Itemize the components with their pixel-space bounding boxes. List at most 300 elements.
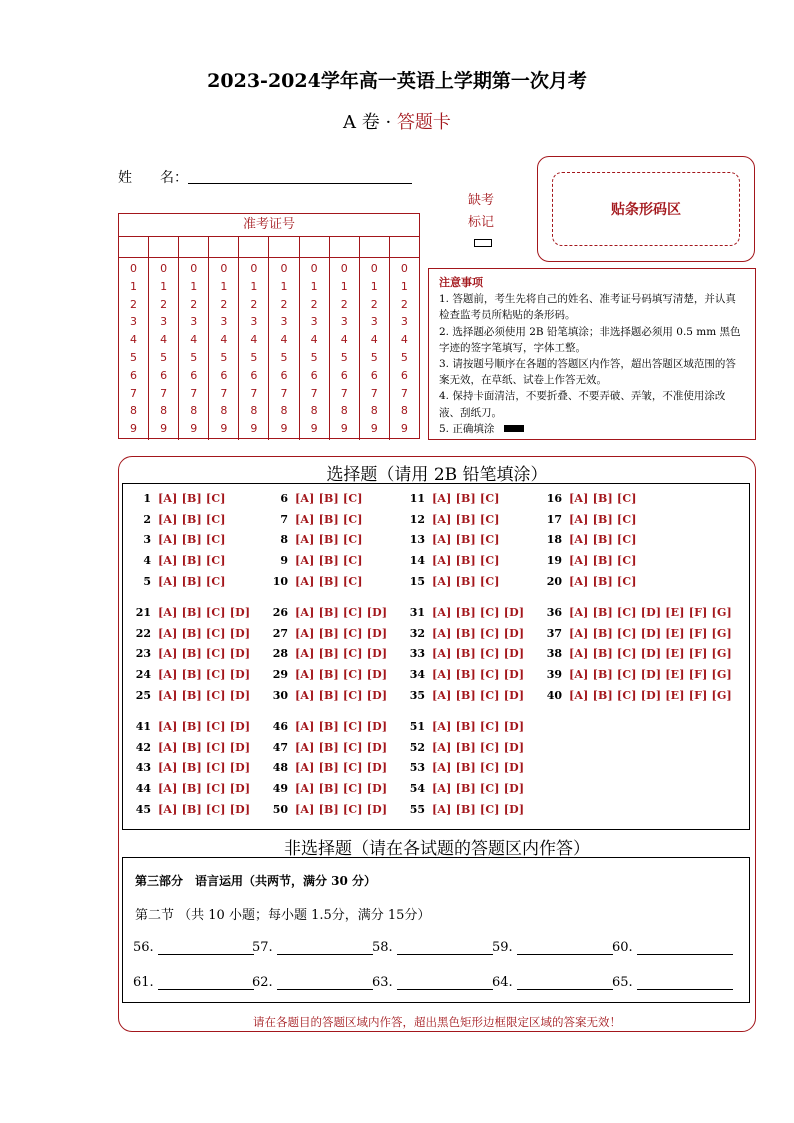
exam-number-digit[interactable]: 7 bbox=[310, 386, 318, 400]
blank-line[interactable] bbox=[397, 942, 493, 955]
exam-number-digit[interactable]: 5 bbox=[280, 350, 288, 364]
answer-options[interactable]: [A] [B] [C] [D] bbox=[158, 802, 251, 816]
answer-options[interactable]: [A] [B] [C] [D] bbox=[432, 782, 525, 796]
mc-question-25 bbox=[125, 689, 250, 702]
mc-question-28 bbox=[262, 647, 387, 660]
exam-number-digit[interactable]: 1 bbox=[370, 279, 378, 293]
answer-options[interactable]: [A] [B] [C] [D] bbox=[432, 606, 525, 619]
exam-number-digit[interactable]: 7 bbox=[400, 386, 408, 400]
exam-number-digit[interactable]: 9 bbox=[370, 422, 378, 436]
answer-options[interactable]: [A] [B] [C] [D] bbox=[158, 626, 251, 640]
question-number: 45 bbox=[135, 802, 151, 816]
fill-sample-mark bbox=[504, 425, 524, 432]
question-number: 35 bbox=[409, 688, 425, 702]
mc-question-47 bbox=[262, 741, 387, 754]
exam-number-column bbox=[149, 258, 179, 440]
exam-number-digit[interactable]: 4 bbox=[190, 333, 198, 347]
question-number: 55 bbox=[409, 802, 425, 816]
notice-title: 注意事项 bbox=[439, 276, 483, 289]
mc-question-48 bbox=[262, 761, 387, 774]
exam-number-digit[interactable]: 0 bbox=[220, 262, 228, 275]
exam-number-cell[interactable] bbox=[119, 237, 149, 257]
answer-options[interactable]: [A] [B] [C] [D] bbox=[432, 802, 525, 816]
exam-number-digit[interactable]: 4 bbox=[400, 333, 408, 347]
answer-options[interactable]: [A] [B] [C] bbox=[295, 574, 363, 588]
mc-question-30 bbox=[262, 689, 387, 702]
question-number: 21 bbox=[135, 606, 151, 619]
exam-number-digit[interactable]: 5 bbox=[130, 350, 138, 364]
blank-line[interactable] bbox=[158, 942, 254, 955]
question-number: 27 bbox=[272, 626, 288, 640]
mc-question-13 bbox=[399, 533, 500, 546]
mc-question-33 bbox=[399, 647, 524, 660]
answer-options[interactable]: [A] [B] [C] bbox=[432, 512, 500, 526]
answer-options[interactable]: [A] [B] [C] [D] bbox=[158, 720, 251, 733]
exam-number-digit[interactable]: 6 bbox=[280, 368, 288, 382]
exam-number-digit[interactable]: 4 bbox=[370, 333, 378, 347]
page-subtitle bbox=[0, 108, 794, 134]
exam-number-digit[interactable]: 6 bbox=[310, 368, 318, 382]
answer-options[interactable]: [A] [B] [C] bbox=[158, 533, 226, 547]
exam-number-digit[interactable]: 8 bbox=[280, 404, 288, 418]
blank-number: 64. bbox=[492, 975, 513, 990]
blank-number: 59. bbox=[492, 940, 513, 955]
answer-options[interactable]: [A] [B] [C] [D] bbox=[432, 688, 525, 702]
exam-number-digit[interactable]: 6 bbox=[220, 368, 228, 382]
section-two-title: 第二节 （共 10 小题；每小题 1.5分，满分 15分） bbox=[135, 908, 431, 923]
exam-number-digit[interactable]: 1 bbox=[250, 279, 258, 293]
exam-number-digit[interactable]: 0 bbox=[160, 262, 168, 275]
exam-number-digit[interactable]: 1 bbox=[400, 279, 408, 293]
mc-question-31 bbox=[399, 606, 524, 619]
answer-options[interactable]: [A] [B] [C] [D] bbox=[432, 626, 525, 640]
exam-number-cell[interactable] bbox=[179, 237, 209, 257]
exam-number-digit[interactable]: 9 bbox=[220, 422, 228, 436]
answer-options[interactable]: [A] [B] [C] [D] bbox=[158, 761, 251, 775]
exam-number-label: 准考证号 bbox=[119, 214, 419, 237]
missing-label-2: 标记 bbox=[467, 215, 494, 230]
exam-number-digit[interactable]: 1 bbox=[310, 279, 318, 293]
answer-blank bbox=[492, 975, 613, 990]
exam-number-digit[interactable]: 2 bbox=[190, 297, 198, 311]
exam-number-digit[interactable]: 7 bbox=[220, 386, 228, 400]
exam-number-digit[interactable]: 0 bbox=[400, 262, 408, 275]
exam-number-digit[interactable]: 3 bbox=[340, 315, 348, 329]
exam-number-digit[interactable]: 1 bbox=[160, 279, 168, 293]
blank-line[interactable] bbox=[637, 977, 733, 990]
missing-label-1: 缺考 bbox=[467, 193, 494, 208]
answer-blank bbox=[252, 940, 373, 955]
answer-options[interactable]: [A] [B] [C] [D] bbox=[295, 782, 388, 796]
question-number: 53 bbox=[409, 761, 425, 775]
blank-number: 57. bbox=[252, 940, 273, 955]
mc-question-49 bbox=[262, 782, 387, 795]
blank-number: 65. bbox=[612, 975, 633, 990]
exam-number-digit[interactable]: 3 bbox=[370, 315, 378, 329]
mc-question-19 bbox=[536, 554, 637, 567]
exam-number-column bbox=[390, 258, 419, 440]
exam-number-cell[interactable] bbox=[390, 237, 419, 257]
question-number: 17 bbox=[546, 512, 562, 526]
mc-question-21 bbox=[125, 606, 250, 619]
answer-options[interactable]: [A] [B] [C] [D] bbox=[295, 740, 388, 754]
exam-number-digit[interactable]: 2 bbox=[160, 297, 168, 311]
answer-options[interactable]: [A] [B] [C] bbox=[569, 492, 637, 505]
exam-number-cell[interactable] bbox=[300, 237, 330, 257]
question-number: 2 bbox=[143, 512, 151, 526]
answer-blank bbox=[492, 940, 613, 955]
mc-question-17 bbox=[536, 513, 637, 526]
blank-number: 61. bbox=[133, 975, 154, 990]
exam-number-cell[interactable] bbox=[149, 237, 179, 257]
multiple-choice-box bbox=[122, 483, 750, 830]
question-number: 38 bbox=[546, 647, 562, 661]
exam-number-digit[interactable]: 2 bbox=[370, 297, 378, 311]
answer-options[interactable]: [A] [B] [C] [D] bbox=[432, 740, 525, 754]
mc-question-4 bbox=[125, 554, 226, 567]
answer-options[interactable]: [A] [B] [C] [D] bbox=[295, 626, 388, 640]
exam-number-digit[interactable]: 0 bbox=[370, 262, 378, 275]
exam-number-digit[interactable]: 6 bbox=[340, 368, 348, 382]
mc-question-40 bbox=[536, 689, 732, 702]
footer-warning: 请在各题目的答题区域内作答，超出黑色矩形边框限定区域的答案无效！ bbox=[253, 1015, 621, 1029]
blank-number: 63. bbox=[372, 975, 393, 990]
notice-item-3: 3. 请按题号顺序在各题的答题区内作答，超出答题区域范围的答案无效，在草纸、试卷上作答无效。 bbox=[439, 358, 736, 387]
mc-question-20 bbox=[536, 575, 637, 588]
exam-number-digit[interactable]: 5 bbox=[190, 350, 198, 364]
mc-question-14 bbox=[399, 554, 500, 567]
answer-options[interactable]: [A] [B] [C] bbox=[432, 554, 500, 568]
mc-question-55 bbox=[399, 803, 524, 816]
exam-number-digit[interactable]: 1 bbox=[280, 279, 288, 293]
exam-number-digit[interactable]: 2 bbox=[400, 297, 408, 311]
exam-number-digit[interactable]: 9 bbox=[280, 422, 288, 436]
answer-options[interactable]: [A] [B] [C] [D] bbox=[158, 606, 251, 619]
exam-number-digit[interactable]: 9 bbox=[340, 422, 348, 436]
exam-number-digit[interactable]: 7 bbox=[340, 386, 348, 400]
mc-question-11 bbox=[399, 492, 500, 505]
exam-number-digit[interactable]: 6 bbox=[190, 368, 198, 382]
answer-options[interactable]: [A] [B] [C] bbox=[432, 574, 500, 588]
exam-number-cell[interactable] bbox=[330, 237, 360, 257]
answer-options[interactable]: [A] [B] [C] [D] [E] [F] [G] bbox=[569, 688, 732, 702]
mc-question-38 bbox=[536, 647, 732, 660]
answer-options[interactable]: [A] [B] [C] bbox=[295, 554, 363, 568]
answer-options[interactable]: [A] [B] [C] bbox=[158, 512, 226, 526]
exam-number-digit[interactable]: 9 bbox=[190, 422, 198, 436]
mc-question-42 bbox=[125, 741, 250, 754]
exam-number-digit[interactable]: 5 bbox=[250, 350, 258, 364]
answer-options[interactable]: [A] [B] [C] [D] bbox=[158, 668, 251, 682]
question-number: 22 bbox=[135, 626, 151, 640]
exam-number-digit[interactable]: 2 bbox=[340, 297, 348, 311]
question-number: 42 bbox=[135, 740, 151, 754]
exam-number-digit[interactable]: 9 bbox=[130, 422, 138, 436]
exam-number-cell[interactable] bbox=[239, 237, 269, 257]
question-number: 3 bbox=[143, 533, 151, 547]
question-number: 19 bbox=[546, 554, 562, 568]
exam-number-digit[interactable]: 9 bbox=[160, 422, 168, 436]
exam-number-digit[interactable]: 8 bbox=[190, 404, 198, 418]
exam-number-digit[interactable]: 0 bbox=[280, 262, 288, 275]
mc-question-50 bbox=[262, 803, 387, 816]
mc-question-51 bbox=[399, 720, 524, 733]
exam-number-column bbox=[269, 258, 299, 440]
answer-options[interactable]: [A] [B] [C] [D] [E] [F] [G] bbox=[569, 626, 732, 640]
answer-options[interactable]: [A] [B] [C] bbox=[158, 492, 226, 505]
answer-options[interactable]: [A] [B] [C] [D] bbox=[295, 606, 388, 619]
mc-question-32 bbox=[399, 627, 524, 640]
question-number: 5 bbox=[143, 574, 151, 588]
answer-options[interactable]: [A] [B] [C] [D] bbox=[432, 720, 525, 733]
answer-options[interactable]: [A] [B] [C] bbox=[432, 492, 500, 505]
mc-question-1 bbox=[125, 492, 226, 505]
mc-question-35 bbox=[399, 689, 524, 702]
mc-question-52 bbox=[399, 741, 524, 754]
exam-number-column bbox=[179, 258, 209, 440]
part-three-title: 第三部分 语言运用（共两节，满分 30 分） bbox=[135, 874, 377, 888]
exam-number-digit[interactable]: 6 bbox=[400, 368, 408, 382]
name-label: 姓 名： bbox=[118, 170, 188, 186]
exam-number-digit[interactable]: 9 bbox=[250, 422, 258, 436]
question-number: 28 bbox=[272, 647, 288, 661]
exam-number-digit[interactable]: 2 bbox=[310, 297, 318, 311]
mc-question-36 bbox=[536, 606, 732, 619]
answer-options[interactable]: [A] [B] [C] bbox=[432, 533, 500, 547]
exam-number-digit[interactable]: 5 bbox=[400, 350, 408, 364]
exam-number-digit[interactable]: 0 bbox=[190, 262, 198, 275]
missing-mark-label bbox=[458, 190, 504, 234]
blank-line[interactable] bbox=[158, 977, 254, 990]
answer-options[interactable]: [A] [B] [C] [D] [E] [F] [G] bbox=[569, 647, 732, 661]
mc-question-37 bbox=[536, 627, 732, 640]
mc-question-15 bbox=[399, 575, 500, 588]
exam-number-digit[interactable]: 5 bbox=[340, 350, 348, 364]
answer-blank bbox=[133, 940, 254, 955]
exam-number-digit[interactable]: 4 bbox=[280, 333, 288, 347]
question-number: 34 bbox=[409, 668, 425, 682]
page-title: 2023-2024学年高一英语上学期第一次月考 bbox=[207, 70, 587, 92]
answer-blank bbox=[612, 940, 733, 955]
exam-number-digit[interactable]: 7 bbox=[250, 386, 258, 400]
exam-number-digit[interactable]: 3 bbox=[310, 315, 318, 329]
blank-line[interactable] bbox=[277, 942, 373, 955]
missing-mark-box[interactable] bbox=[474, 239, 492, 247]
question-number: 23 bbox=[135, 647, 151, 661]
exam-number-digit[interactable]: 5 bbox=[310, 350, 318, 364]
exam-number-digit[interactable]: 0 bbox=[310, 262, 318, 275]
exam-number-digit[interactable]: 7 bbox=[160, 386, 168, 400]
mc-question-3 bbox=[125, 533, 226, 546]
exam-number-digit[interactable]: 8 bbox=[370, 404, 378, 418]
exam-number-digit[interactable]: 3 bbox=[250, 315, 258, 329]
answer-options[interactable]: [A] [B] [C] [D] bbox=[295, 761, 388, 775]
answer-options[interactable]: [A] [B] [C] bbox=[569, 554, 637, 568]
answer-options[interactable]: [A] [B] [C] [D] bbox=[295, 668, 388, 682]
exam-number-cell[interactable] bbox=[360, 237, 390, 257]
answer-options[interactable]: [A] [B] [C] [D] [E] [F] [G] bbox=[569, 606, 732, 619]
question-number: 49 bbox=[272, 782, 288, 796]
exam-number-digit[interactable]: 4 bbox=[310, 333, 318, 347]
exam-number-digit[interactable]: 8 bbox=[220, 404, 228, 418]
question-number: 50 bbox=[272, 802, 288, 816]
blank-line[interactable] bbox=[517, 977, 613, 990]
exam-number-column bbox=[300, 258, 330, 440]
answer-options[interactable]: [A] [B] [C] [D] bbox=[158, 740, 251, 754]
notice-item-5-text: 5. 正确填涂 bbox=[439, 422, 495, 435]
exam-number-digit[interactable]: 6 bbox=[250, 368, 258, 382]
answer-options[interactable]: [A] [B] [C] [D] bbox=[295, 688, 388, 702]
mc-question-12 bbox=[399, 513, 500, 526]
mc-question-43 bbox=[125, 761, 250, 774]
answer-blank bbox=[133, 975, 254, 990]
question-number: 54 bbox=[409, 782, 425, 796]
exam-number-digit[interactable]: 8 bbox=[250, 404, 258, 418]
mc-question-44 bbox=[125, 782, 250, 795]
question-number: 26 bbox=[272, 606, 288, 619]
mc-question-2 bbox=[125, 513, 226, 526]
exam-number-cell[interactable] bbox=[209, 237, 239, 257]
answer-blank bbox=[612, 975, 733, 990]
exam-number-digit[interactable]: 4 bbox=[220, 333, 228, 347]
exam-number-digit[interactable]: 8 bbox=[340, 404, 348, 418]
exam-number-column bbox=[360, 258, 390, 440]
answer-options[interactable]: [A] [B] [C] bbox=[295, 492, 363, 505]
mc-question-7 bbox=[262, 513, 363, 526]
exam-number-digit[interactable]: 5 bbox=[370, 350, 378, 364]
blank-number: 56. bbox=[133, 940, 154, 955]
exam-number-digit[interactable]: 7 bbox=[190, 386, 198, 400]
barcode-area bbox=[537, 156, 755, 262]
question-number: 48 bbox=[272, 761, 288, 775]
answer-options[interactable]: [A] [B] [C] [D] bbox=[158, 688, 251, 702]
exam-number-digit[interactable]: 7 bbox=[370, 386, 378, 400]
question-number: 30 bbox=[272, 688, 288, 702]
answer-options[interactable]: [A] [B] [C] [D] bbox=[295, 802, 388, 816]
answer-options[interactable]: [A] [B] [C] bbox=[158, 574, 226, 588]
answer-options[interactable]: [A] [B] [C] bbox=[569, 512, 637, 526]
question-number: 37 bbox=[546, 626, 562, 640]
exam-number-digit[interactable]: 1 bbox=[220, 279, 228, 293]
exam-number-digit[interactable]: 7 bbox=[280, 386, 288, 400]
question-number: 1 bbox=[143, 492, 151, 505]
exam-number-digit[interactable]: 3 bbox=[400, 315, 408, 329]
exam-number-digit[interactable]: 6 bbox=[160, 368, 168, 382]
answer-options[interactable]: [A] [B] [C] [D] bbox=[295, 647, 388, 661]
mc-section-title: 选择题（请用 2B 铅笔填涂） bbox=[326, 465, 548, 485]
answer-options[interactable]: [A] [B] [C] [D] bbox=[432, 668, 525, 682]
mc-question-54 bbox=[399, 782, 524, 795]
question-number: 47 bbox=[272, 740, 288, 754]
exam-number-digit[interactable]: 5 bbox=[220, 350, 228, 364]
mc-question-46 bbox=[262, 720, 387, 733]
exam-number-cell[interactable] bbox=[269, 237, 299, 257]
exam-number-digit[interactable]: 8 bbox=[160, 404, 168, 418]
exam-number-digit[interactable]: 0 bbox=[340, 262, 348, 275]
answer-options[interactable]: [A] [B] [C] [D] bbox=[295, 720, 388, 733]
exam-number-digit[interactable]: 3 bbox=[190, 315, 198, 329]
exam-number-digit[interactable]: 5 bbox=[160, 350, 168, 364]
question-number: 40 bbox=[546, 688, 562, 702]
question-number: 6 bbox=[280, 492, 288, 505]
exam-number-digit[interactable]: 8 bbox=[400, 404, 408, 418]
answer-options[interactable]: [A] [B] [C] [D] bbox=[432, 647, 525, 661]
mc-question-26 bbox=[262, 606, 387, 619]
blank-line[interactable] bbox=[517, 942, 613, 955]
exam-number-digit[interactable]: 8 bbox=[310, 404, 318, 418]
question-number: 10 bbox=[272, 574, 288, 588]
mc-question-8 bbox=[262, 533, 363, 546]
exam-number-digit[interactable]: 1 bbox=[130, 279, 138, 293]
mc-question-22 bbox=[125, 627, 250, 640]
exam-number-digit[interactable]: 2 bbox=[280, 297, 288, 311]
exam-number-digit[interactable]: 7 bbox=[130, 386, 138, 400]
question-number: 31 bbox=[409, 606, 425, 619]
subtitle-answer-card: 答题卡 bbox=[396, 112, 451, 133]
exam-number-digit[interactable]: 4 bbox=[250, 333, 258, 347]
name-field[interactable] bbox=[188, 183, 412, 184]
exam-number-digit[interactable]: 3 bbox=[280, 315, 288, 329]
exam-number-digit[interactable]: 4 bbox=[340, 333, 348, 347]
answer-options[interactable]: [A] [B] [C] bbox=[158, 554, 226, 568]
exam-number-digit[interactable]: 4 bbox=[160, 333, 168, 347]
question-number: 33 bbox=[409, 647, 425, 661]
answer-options[interactable]: [A] [B] [C] [D] bbox=[158, 782, 251, 796]
exam-number-digit[interactable]: 3 bbox=[160, 315, 168, 329]
answer-options[interactable]: [A] [B] [C] bbox=[569, 574, 637, 588]
question-number: 36 bbox=[546, 606, 562, 619]
exam-number-digit[interactable]: 4 bbox=[130, 333, 138, 347]
exam-number-digit[interactable]: 1 bbox=[340, 279, 348, 293]
exam-number-digit[interactable]: 9 bbox=[310, 422, 318, 436]
exam-number-digit[interactable]: 0 bbox=[250, 262, 258, 275]
answer-options[interactable]: [A] [B] [C] bbox=[569, 533, 637, 547]
nc-section-title: 非选择题（请在各试题的答题区内作答） bbox=[284, 839, 590, 859]
exam-number-digit[interactable]: 6 bbox=[130, 368, 138, 382]
notice-box bbox=[428, 268, 756, 440]
exam-number-digit-columns bbox=[119, 258, 419, 440]
exam-number-digit[interactable]: 0 bbox=[130, 262, 138, 275]
mc-question-23 bbox=[125, 647, 250, 660]
blank-line[interactable] bbox=[637, 942, 733, 955]
blank-line[interactable] bbox=[277, 977, 373, 990]
exam-number-digit[interactable]: 9 bbox=[400, 422, 408, 436]
answer-options[interactable]: [A] [B] [C] bbox=[295, 512, 363, 526]
exam-number-digit[interactable]: 8 bbox=[130, 404, 138, 418]
question-number: 32 bbox=[409, 626, 425, 640]
exam-number-column bbox=[119, 258, 149, 440]
exam-number-digit[interactable]: 3 bbox=[220, 315, 228, 329]
answer-options[interactable]: [A] [B] [C] [D] [E] [F] [G] bbox=[569, 668, 732, 682]
mc-question-16 bbox=[536, 492, 637, 505]
exam-number-digit[interactable]: 3 bbox=[130, 315, 138, 329]
question-number: 39 bbox=[546, 668, 562, 682]
blank-line[interactable] bbox=[397, 977, 493, 990]
exam-number-cells bbox=[119, 237, 419, 258]
mc-question-39 bbox=[536, 668, 732, 681]
answer-options[interactable]: [A] [B] [C] [D] bbox=[158, 647, 251, 661]
exam-number-digit[interactable]: 2 bbox=[220, 297, 228, 311]
answer-options[interactable]: [A] [B] [C] bbox=[295, 533, 363, 547]
exam-number-digit[interactable]: 6 bbox=[370, 368, 378, 382]
non-choice-box bbox=[122, 857, 750, 1003]
exam-number-digit[interactable]: 2 bbox=[130, 297, 138, 311]
answer-options[interactable]: [A] [B] [C] [D] bbox=[432, 761, 525, 775]
question-number: 20 bbox=[546, 574, 562, 588]
exam-number-digit[interactable]: 2 bbox=[250, 297, 258, 311]
exam-number-digit[interactable]: 1 bbox=[190, 279, 198, 293]
mc-question-18 bbox=[536, 533, 637, 546]
